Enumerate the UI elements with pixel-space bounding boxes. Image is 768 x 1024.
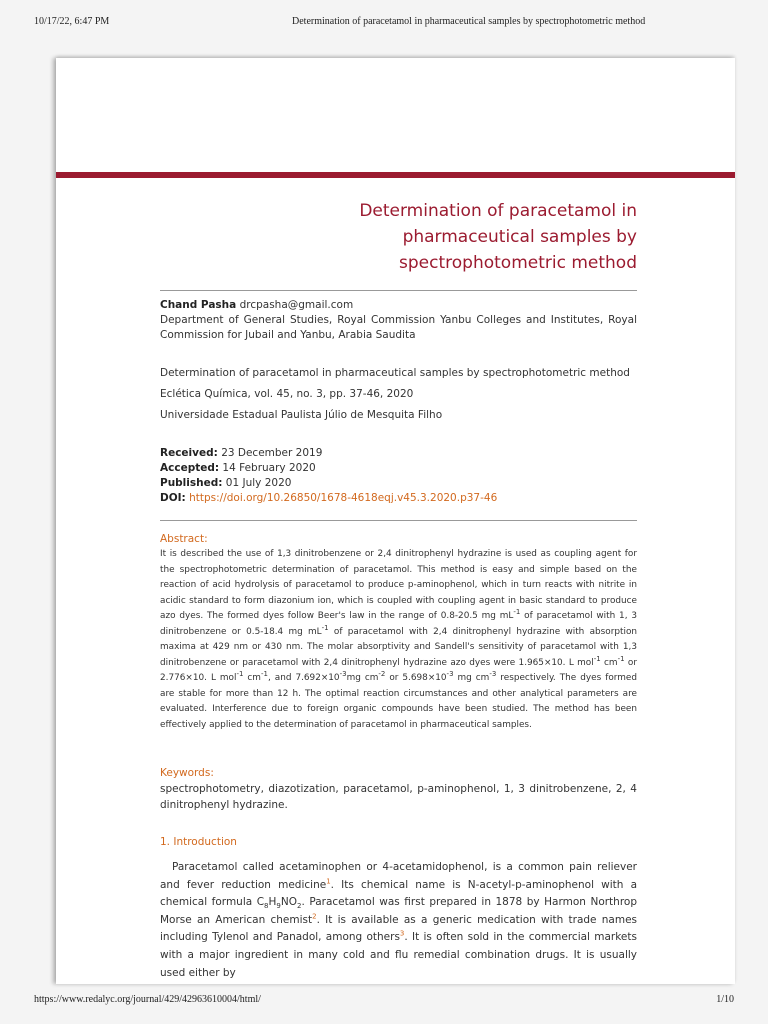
print-url: https://www.redalyc.org/journal/429/42963610004/html/ — [34, 994, 261, 1005]
introduction-section — [160, 835, 637, 982]
author-affiliation: Department of General Studies, Royal Commission Yanbu Colleges and Institutes, Royal Commission for Jubail and Yanbu, Arabia Saudita — [160, 314, 637, 341]
citation-3[interactable]: 3 — [399, 929, 405, 938]
keywords-section — [160, 766, 637, 813]
citation-journal: Eclética Química, vol. 45, no. 3, pp. 37-46, 2020 — [160, 388, 414, 400]
citation-2[interactable]: 2 — [312, 912, 317, 921]
citation-block — [160, 363, 637, 426]
received-label: Received: — [160, 447, 218, 459]
dates-block — [160, 446, 637, 506]
author-name: Chand Pasha — [160, 299, 237, 311]
author-block — [160, 298, 637, 343]
received-date: 23 December 2019 — [221, 447, 323, 459]
print-header — [34, 16, 748, 32]
keywords-heading: Keywords: — [160, 767, 214, 779]
accepted-label: Accepted: — [160, 462, 220, 474]
title-line-3: spectrophotometric method — [399, 253, 637, 273]
title-line-1: Determination of paracetamol in — [359, 201, 637, 221]
citation-title: Determination of paracetamol in pharmaceutical samples by spectrophotometric method — [160, 367, 630, 379]
header-red-rule — [56, 172, 735, 178]
abstract-section — [160, 532, 637, 733]
accepted-date: 14 February 2020 — [222, 462, 316, 474]
title-line-2: pharmaceutical samples by — [402, 227, 637, 247]
print-page-number: 1/10 — [716, 994, 734, 1005]
published-label: Published: — [160, 477, 223, 489]
article-page — [56, 58, 735, 984]
abstract-heading: Abstract: — [160, 533, 208, 545]
citation-1[interactable]: 1 — [326, 877, 331, 886]
author-email: drcpasha@gmail.com — [239, 299, 354, 311]
published-date: 01 July 2020 — [225, 477, 292, 489]
keywords-text: spectrophotometry, diazotization, paracetamol, p-aminophenol, 1, 3 dinitrobenzene, 2, 4 dinitrophenyl hydrazine. — [160, 783, 637, 811]
print-footer — [34, 994, 734, 1010]
introduction-heading: 1. Introduction — [160, 836, 237, 848]
print-doc-title: Determination of paracetamol in pharmaceutical samples by spectrophotometric method — [292, 16, 646, 27]
abstract-text: It is described the use of 1,3 dinitrobenzene or 2,4 dinitrophenyl hydrazine is used as coupling agent for the spectrophotometric determination of paracetamol. This method is easy and simple based on the reaction of acid hydrolysis of paracetamol to produce p-aminophenol, which in turn reacts with nitrite in acidic standard to form diazonium ion, which is coupled with coupling agent in basic standard to produce azo dyes. The formed dyes follow Beer's law in the range of 0.8-20.5 mg $mL^{-1}$ of paracetamol with 1, 3 dinitrobenzene or 0.5-18.4 mg $mL^{-1}$ of paracetamol with 2,4 dinitrophenyl hydrazine with absorption maxima at 429 nm or 430 nm. The molar absorptivity and Sandell's sensitivity of paracetamol with 1,3 dinitrobenzene or paracetamol with 2,4 dinitrophenyl hydrazine azo dyes were 1.965×10. L mol$^{-1}$ $cm^{-1}$ or 2.776×10. L mol$^{-1}$ $cm^{-1}$, and $7.692\times 10^{-3}mg$ $cm^{-2}$ or $5.698\times 10^{-3}$ mg $cm^{-3}$ respectively. The dyes formed are stable for more than 12 h. The optimal reaction circumstances and other analytical parameters are evaluated. Interference due to foreign organic compounds have been studied. The method has been effectively applied to the determination of paracetamol in pharmaceutical samples. — [160, 549, 637, 730]
introduction-text: Paracetamol called acetaminophen or 4-acetamidophenol, is a common pain reliever and fever reduction medicine$^1$. Its chemical name is N-acetyl-p-aminophenol with a chemical formula $C_8H_9NO_2$. Paracetamol was first prepared in 1878 by Harmon Northrop Morse an American chemist$^2$. It is available as a generic medication with trade names including Tylenol and Panadol, among others$^3$. It is often sold in the commercial markets with a major ingredient in many cold and flu remedial combination drugs. It is usually used either by — [160, 861, 638, 979]
doi-link[interactable]: https://doi.org/10.26850/1678-4618eqj.v45.3.2020.p37-46 — [189, 492, 498, 504]
citation-publisher: Universidade Estadual Paulista Júlio de Mesquita Filho — [160, 409, 443, 421]
print-date: 10/17/22, 6:47 PM — [34, 16, 110, 27]
divider-middle — [160, 520, 637, 521]
article-title — [359, 198, 637, 276]
doi-label: DOI: — [160, 492, 186, 504]
divider-top — [160, 290, 637, 291]
